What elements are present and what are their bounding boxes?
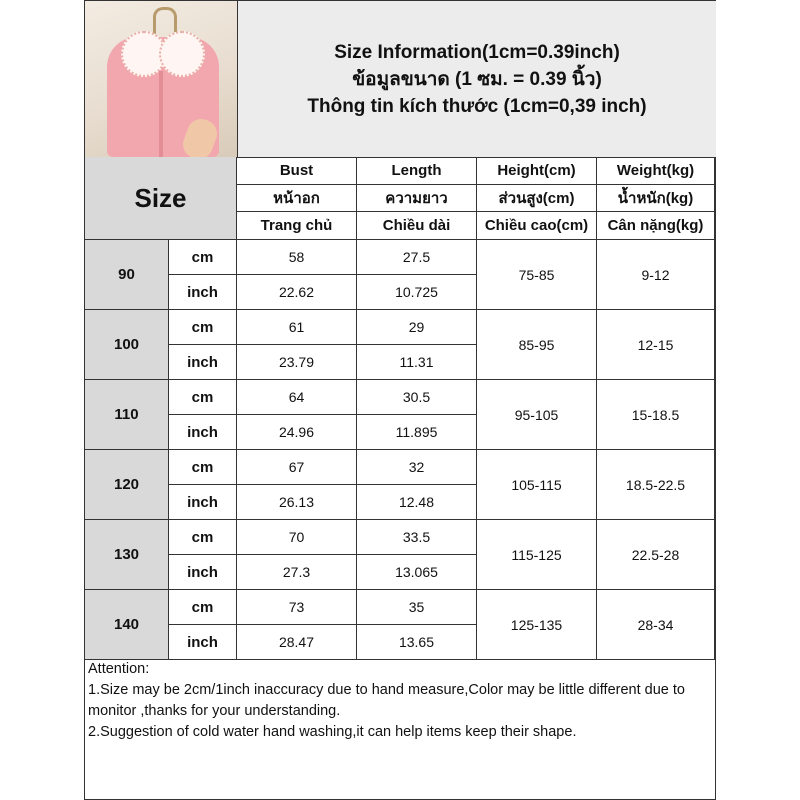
height-range-cell: 95-105 <box>477 380 597 450</box>
bust-cm-cell: 67 <box>237 450 357 485</box>
size-label-110: 110 <box>85 380 169 450</box>
length-inch-cell: 13.65 <box>357 625 477 660</box>
column-header-heightcm-vi: Chiều cao(cm) <box>477 212 597 240</box>
bust-cm-cell: 58 <box>237 240 357 275</box>
column-header-length-en: Length <box>357 157 477 185</box>
bust-cm-cell: 70 <box>237 520 357 555</box>
length-inch-cell: 11.895 <box>357 415 477 450</box>
length-cm-cell: 27.5 <box>357 240 477 275</box>
unit-cm-label: cm <box>169 590 237 625</box>
unit-cm-label: cm <box>169 240 237 275</box>
unit-inch-label: inch <box>169 415 237 450</box>
attention-heading: Attention: <box>88 661 150 677</box>
length-cm-cell: 29 <box>357 310 477 345</box>
attention-note-1: 1.Size may be 2cm/1inch inaccuracy due to hand measure,Color may be little different due to monitor ,thanks for your understanding. <box>88 682 685 719</box>
column-header-bust-th: หน้าอก <box>237 185 357 213</box>
weight-range-cell: 28-34 <box>597 590 715 660</box>
column-header-weightkg-vi: Cân nặng(kg) <box>597 212 715 240</box>
weight-range-cell: 18.5-22.5 <box>597 450 715 520</box>
weight-range-cell: 9-12 <box>597 240 715 310</box>
column-header-heightcm-en: Height(cm) <box>477 157 597 185</box>
size-label-140: 140 <box>85 590 169 660</box>
column-header-length-th: ความยาว <box>357 185 477 213</box>
unit-inch-label: inch <box>169 485 237 520</box>
weight-range-cell: 12-15 <box>597 310 715 380</box>
size-chart <box>84 0 716 800</box>
column-header-weightkg-en: Weight(kg) <box>597 157 715 185</box>
bust-inch-cell: 22.62 <box>237 275 357 310</box>
length-inch-cell: 11.31 <box>357 345 477 380</box>
unit-cm-label: cm <box>169 380 237 415</box>
bust-cm-cell: 61 <box>237 310 357 345</box>
length-inch-cell: 13.065 <box>357 555 477 590</box>
length-cm-cell: 32 <box>357 450 477 485</box>
length-cm-cell: 35 <box>357 590 477 625</box>
unit-cm-label: cm <box>169 520 237 555</box>
column-header-bust-vi: Trang chủ <box>237 212 357 240</box>
bust-inch-cell: 24.96 <box>237 415 357 450</box>
bust-cm-cell: 73 <box>237 590 357 625</box>
bust-inch-cell: 27.3 <box>237 555 357 590</box>
height-range-cell: 125-135 <box>477 590 597 660</box>
title-vietnamese: Thông tin kích thước (1cm=0,39 inch) <box>307 95 647 117</box>
height-range-cell: 75-85 <box>477 240 597 310</box>
unit-inch-label: inch <box>169 345 237 380</box>
size-header: Size <box>85 157 237 240</box>
column-header-weightkg-th: น้ำหนัก(kg) <box>597 185 715 213</box>
attention-note-2: 2.Suggestion of cold water hand washing,it can help items keep their shape. <box>88 724 577 740</box>
bust-inch-cell: 23.79 <box>237 345 357 380</box>
product-photo <box>85 1 237 158</box>
column-header-length-vi: Chiều dài <box>357 212 477 240</box>
title-english: Size Information(1cm=0.39inch) <box>334 41 620 63</box>
size-label-100: 100 <box>85 310 169 380</box>
column-header-heightcm-th: ส่วนสูง(cm) <box>477 185 597 213</box>
unit-inch-label: inch <box>169 275 237 310</box>
weight-range-cell: 22.5-28 <box>597 520 715 590</box>
bust-inch-cell: 28.47 <box>237 625 357 660</box>
hanger-shape <box>153 7 177 34</box>
bust-inch-cell: 26.13 <box>237 485 357 520</box>
unit-cm-label: cm <box>169 450 237 485</box>
unit-inch-label: inch <box>169 625 237 660</box>
height-range-cell: 105-115 <box>477 450 597 520</box>
length-inch-cell: 12.48 <box>357 485 477 520</box>
length-inch-cell: 10.725 <box>357 275 477 310</box>
placket-shape <box>159 71 163 157</box>
size-label-130: 130 <box>85 520 169 590</box>
size-label-90: 90 <box>85 240 169 310</box>
unit-inch-label: inch <box>169 555 237 590</box>
bust-cm-cell: 64 <box>237 380 357 415</box>
length-cm-cell: 30.5 <box>357 380 477 415</box>
size-label-120: 120 <box>85 450 169 520</box>
collar-right-shape <box>159 31 205 77</box>
title-thai: ข้อมูลขนาด (1 ซม. = 0.39 นิ้ว) <box>352 68 602 90</box>
unit-cm-label: cm <box>169 310 237 345</box>
weight-range-cell: 15-18.5 <box>597 380 715 450</box>
attention-notes <box>85 659 715 743</box>
height-range-cell: 85-95 <box>477 310 597 380</box>
column-header-bust-en: Bust <box>237 157 357 185</box>
height-range-cell: 115-125 <box>477 520 597 590</box>
title-block <box>237 1 716 158</box>
length-cm-cell: 33.5 <box>357 520 477 555</box>
